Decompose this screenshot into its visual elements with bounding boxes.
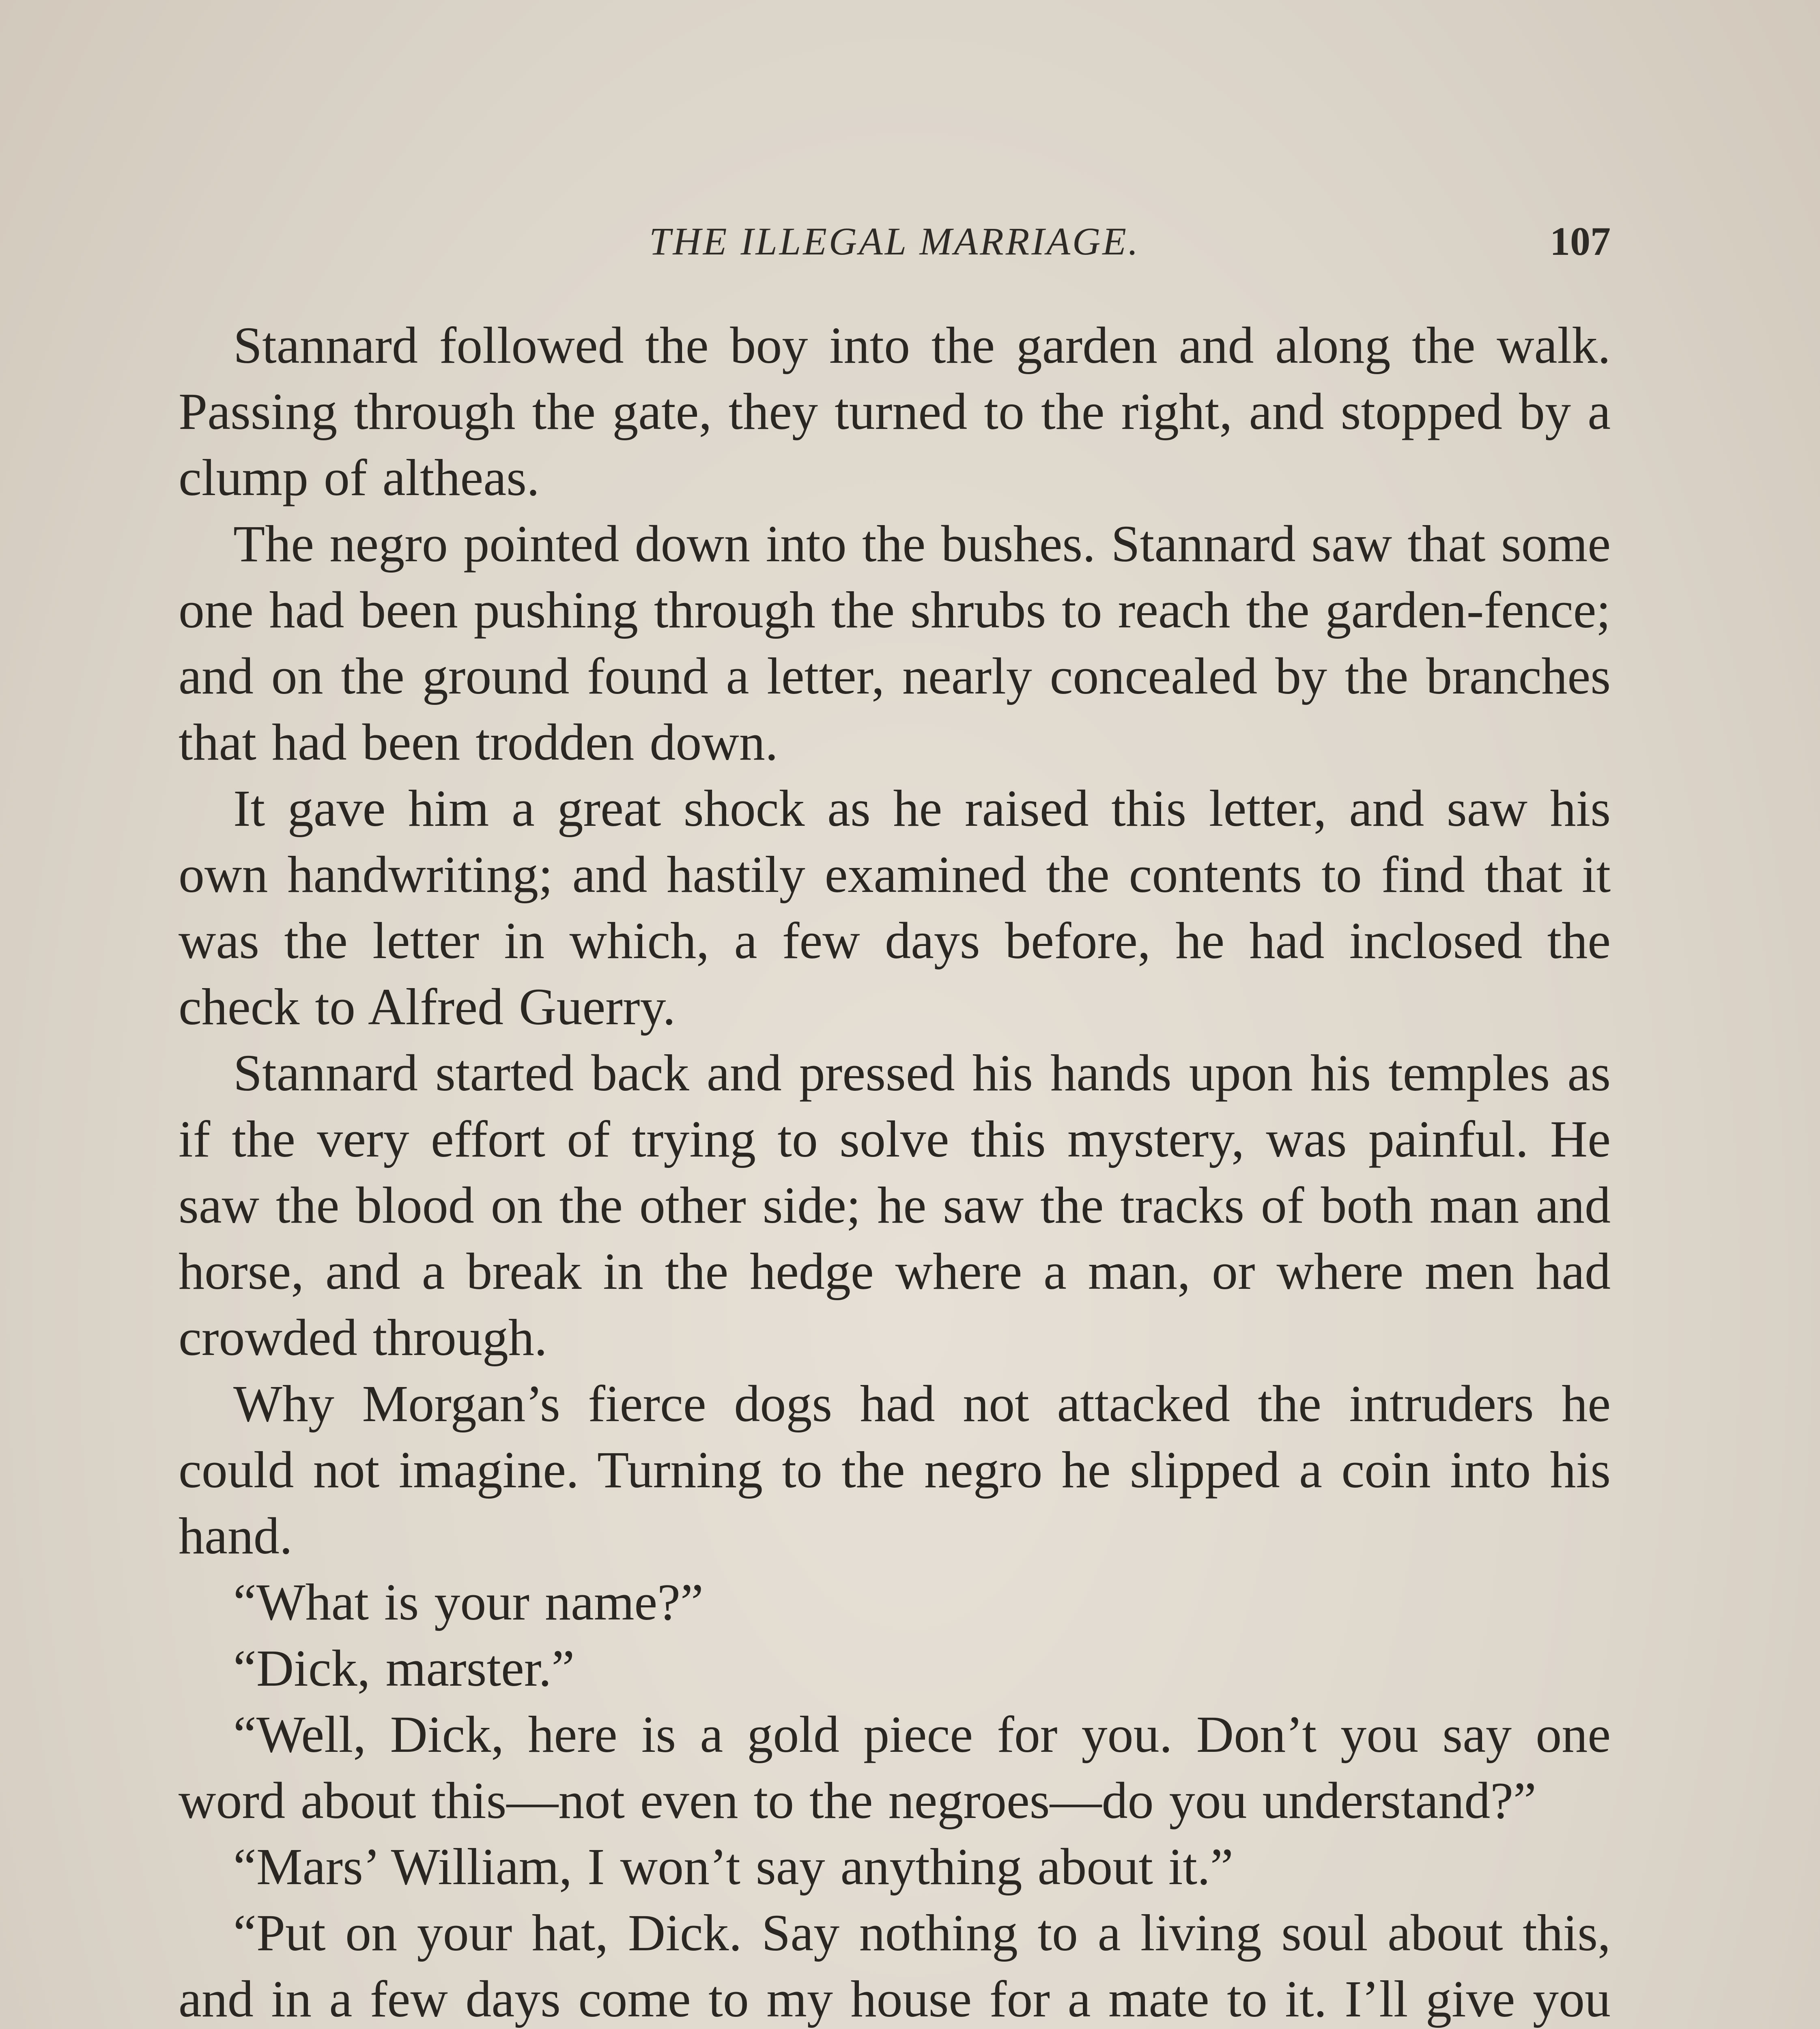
dialogue-line: “What is your name?” [233, 1573, 703, 1631]
paragraph: Why Morgan’s fierce dogs had not attacked the intruders he could not imagine. Turning to the negro he slipped a coin into his hand. [179, 1375, 1611, 1565]
body-text [179, 312, 1611, 2029]
dialogue-line: “Mars’ William, I won’t say anything about it.” [233, 1838, 1233, 1895]
page-number: 107 [1550, 219, 1611, 264]
running-title: THE ILLEGAL MARRIAGE. [649, 220, 1140, 263]
dialogue-line: “Well, Dick, here is a gold piece for you. Don’t you say one word about this—not even to the negroes—do you understand?” [179, 1706, 1611, 1829]
running-head [179, 215, 1611, 268]
dialogue-line: “Put on your hat, Dick. Say nothing to a living soul about this, and in a few days come to my house for a mate to it. I’ll give you [179, 1904, 1611, 2028]
paragraph: Stannard started back and pressed his hands upon his temples as if the very effort of trying to solve this mystery, was painful. He saw the blood on the other side; he saw the tracks of both man and horse, and a break in the hedge where a man, or where men had crowded through. [179, 1044, 1611, 1366]
dialogue-line: “Dick, marster.” [233, 1639, 575, 1697]
paragraph: It gave him a great shock as he raised this letter, and saw his own handwriting; and hastily examined the contents to find that it was the letter in which, a few days before, he had inclosed the check to Alfred Guerry. [179, 780, 1611, 1036]
paragraph: Stannard followed the boy into the garden and along the walk. Passing through the gate, they turned to the right, and stopped by a clump of altheas. [179, 317, 1611, 506]
paragraph: The negro pointed down into the bushes. Stannard saw that some one had been pushing through the shrubs to reach the garden-fence; and on the ground found a letter, nearly concealed by the branches that had been trodden down. [179, 515, 1611, 771]
